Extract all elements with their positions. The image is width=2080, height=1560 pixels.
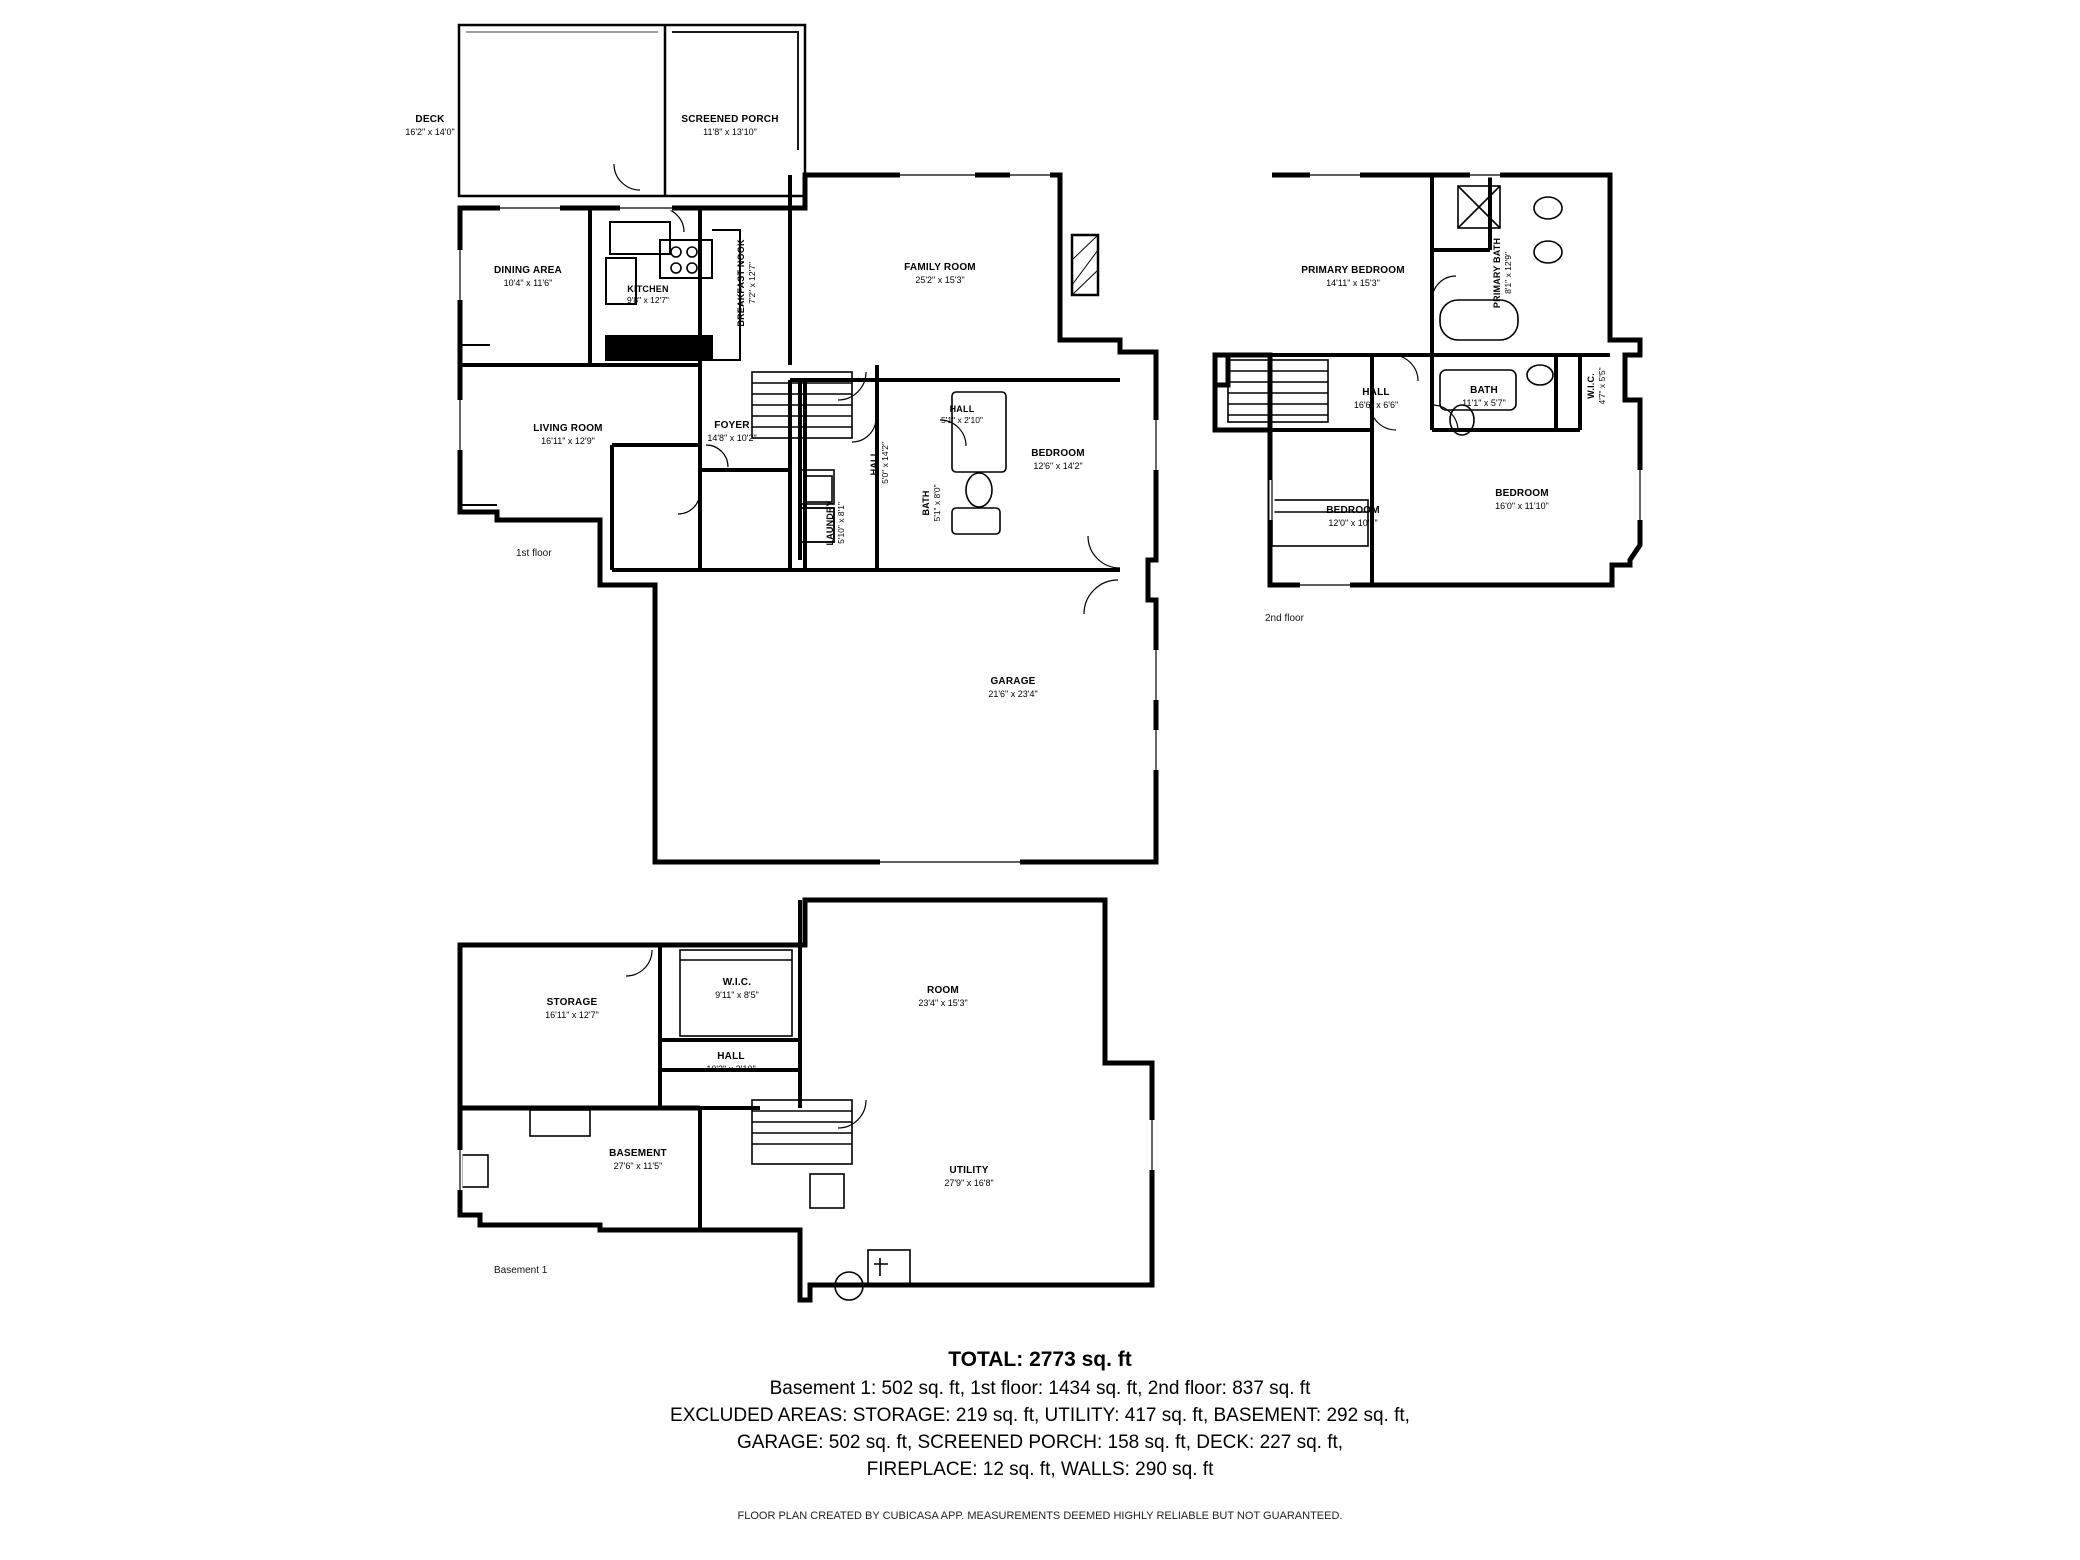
room-label-foyer (657, 420, 807, 444)
room-name: LAUNDRY (825, 500, 836, 546)
room-dimensions: 9'11" x 8'5" (715, 989, 759, 1000)
room-name: HALL (949, 404, 975, 414)
room-label-family-room (850, 262, 1030, 286)
room-dimensions: 11'8" x 13'10" (703, 126, 757, 137)
room-dimensions: 7'2" x 12'7" (747, 262, 758, 304)
room-dimensions: 27'6" x 11'5" (613, 1160, 663, 1171)
room-label-bedroom-second-a (1278, 505, 1428, 529)
credit-line: FLOOR PLAN CREATED BY CUBICASA APP. MEASUREMENTS DEEMED HIGHLY RELIABLE BUT NOT GUARANTEED. (737, 1510, 1343, 1522)
room-label-hall-basement (656, 1051, 806, 1075)
room-label-bedroom-second-b (1442, 488, 1602, 512)
room-name: ROOM (927, 985, 959, 996)
floor-label-first: 1st floor (516, 548, 552, 559)
room-label-living-room (483, 423, 653, 447)
room-name: BASEMENT (609, 1148, 667, 1159)
room-name: HALL (717, 1051, 745, 1062)
room-label-bedroom-first (978, 448, 1138, 472)
floor-label-basement: Basement 1 (494, 1265, 548, 1276)
room-dimensions: 16'2" x 14'0" (405, 126, 455, 137)
room-label-screened-porch (635, 114, 825, 138)
floor-label-second: 2nd floor (1265, 613, 1304, 624)
room-dimensions: 16'11" x 12'9" (541, 435, 595, 446)
room-label-hall-first (869, 398, 891, 528)
room-name: STORAGE (546, 997, 598, 1008)
room-dimensions: 16'0" x 11'10" (1495, 500, 1549, 511)
room-name: DECK (415, 114, 445, 125)
room-name: GARAGE (990, 676, 1036, 687)
room-dimensions: 27'9" x 16'8" (944, 1177, 994, 1188)
room-label-primary-bedroom (1258, 265, 1448, 289)
room-dimensions: 5'1" x 2'10" (941, 415, 983, 426)
per-floor-areas: Basement 1: 502 sq. ft, 1st floor: 1434 sq. ft, 2nd floor: 837 sq. ft (769, 1378, 1311, 1399)
summary-block (0, 1348, 2080, 1484)
room-dimensions: 25'2" x 15'3" (915, 274, 965, 285)
room-name: BEDROOM (1326, 505, 1380, 516)
room-label-bath-first (921, 448, 943, 558)
room-label-bath-second (1409, 385, 1559, 409)
room-dimensions: 14'8" x 10'2" (707, 432, 757, 443)
room-dimensions: 23'4" x 15'3" (918, 997, 968, 1008)
room-name: SCREENED PORCH (681, 114, 779, 125)
room-label-hall-powder (907, 404, 1017, 426)
room-label-breakfast-nook (736, 208, 758, 358)
room-name: FAMILY ROOM (904, 262, 976, 273)
room-name: DINING AREA (494, 265, 562, 276)
room-label-primary-bath (1492, 198, 1514, 348)
room-label-storage (492, 997, 652, 1021)
room-name: W.I.C. (722, 977, 752, 988)
room-label-garage (928, 676, 1098, 700)
room-dimensions: 4'7" x 5'5" (1597, 367, 1608, 405)
room-name: PRIMARY BATH (1492, 237, 1503, 309)
room-dimensions: 12'6" x 14'2" (1033, 460, 1083, 471)
room-name: BATH (921, 490, 932, 516)
room-dimensions: 16'6" x 6'6" (1353, 399, 1399, 410)
room-label-wic-basement (667, 977, 807, 1001)
room-name: LIVING ROOM (533, 423, 603, 434)
excluded-areas-line-3: FIREPLACE: 12 sq. ft, WALLS: 290 sq. ft (866, 1458, 1214, 1480)
room-name: FOYER (714, 420, 750, 431)
room-label-room-basement (863, 985, 1023, 1009)
excluded-areas-line-2: GARAGE: 502 sq. ft, SCREENED PORCH: 158 sq. ft, DECK: 227 sq. ft, (736, 1431, 1344, 1453)
room-dimensions: 14'11" x 15'3" (1326, 277, 1380, 288)
room-label-basement (553, 1148, 723, 1172)
room-dimensions: 12'0" x 10'5" (1328, 517, 1378, 528)
room-dimensions: 8'1" x 12'9" (1503, 252, 1514, 294)
room-label-wic-second (1586, 331, 1608, 441)
total-area: TOTAL: 2773 sq. ft (948, 1348, 1132, 1371)
room-name: KITCHEN (627, 284, 669, 294)
excluded-areas-line-1: EXCLUDED AREAS: STORAGE: 219 sq. ft, UTILITY: 417 sq. ft, BASEMENT: 292 sq. ft, (670, 1404, 1410, 1426)
room-name: HALL (1362, 387, 1390, 398)
room-dimensions: 5'1" x 8'0" (932, 484, 943, 522)
room-name: HALL (869, 450, 880, 476)
room-dimensions: 10'3" x 3'10" (706, 1063, 756, 1074)
room-dimensions: 9'8" x 12'7" (627, 295, 669, 306)
room-name: BREAKFAST NOOK (736, 239, 747, 327)
room-dimensions: 10'4" x 11'6" (503, 277, 553, 288)
room-name: W.I.C. (1586, 373, 1597, 399)
room-label-utility (884, 1165, 1054, 1189)
room-name: BEDROOM (1495, 488, 1549, 499)
room-label-laundry (825, 463, 847, 583)
room-dimensions: 5'0" x 14'2" (880, 442, 891, 484)
room-dimensions: 16'11" x 12'7" (545, 1009, 599, 1020)
room-name: BATH (1470, 385, 1498, 396)
room-name: BEDROOM (1031, 448, 1085, 459)
room-dimensions: 11'1" x 5'7" (1462, 397, 1506, 408)
room-label-kitchen (583, 284, 713, 306)
room-dimensions: 5'10" x 8'1" (836, 502, 847, 544)
room-dimensions: 21'6" x 23'4" (988, 688, 1038, 699)
room-name: PRIMARY BEDROOM (1301, 265, 1405, 276)
room-label-deck (350, 114, 510, 138)
room-name: UTILITY (949, 1165, 989, 1176)
